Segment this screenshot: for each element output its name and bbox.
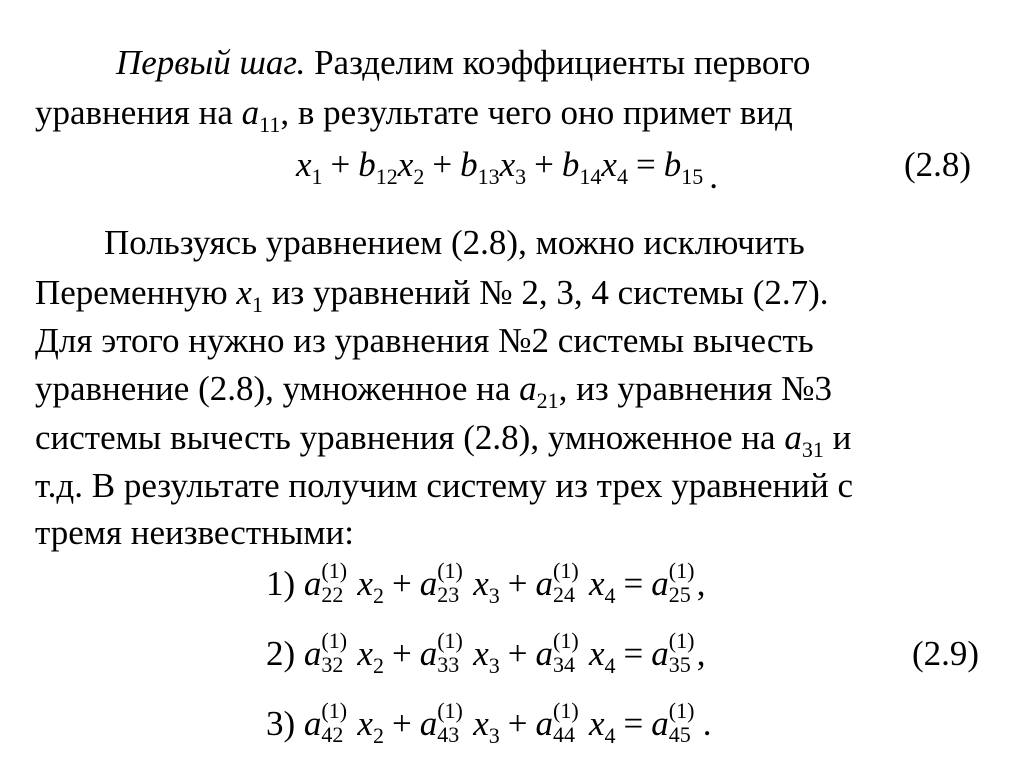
plus-sign: + — [507, 634, 528, 673]
para2-line1: Пользуясь уравнением (2.8), можно исключить — [104, 223, 805, 262]
equals-sign: = — [623, 704, 644, 743]
plus-sign: + — [391, 634, 412, 673]
coef-a44: a (1) 44 — [535, 698, 579, 747]
row-label: 2) — [266, 634, 296, 673]
var-b: b — [358, 145, 376, 184]
var-b: b — [561, 145, 580, 184]
var-x: x — [296, 145, 312, 184]
plus-sign: + — [534, 145, 554, 184]
coef-a34: a (1) 34 — [535, 628, 579, 677]
subscript: 3 — [488, 723, 500, 748]
para2-text: Переменную — [35, 273, 237, 312]
equation-number-2-9: (2.9) — [912, 634, 980, 673]
var-x: x — [499, 145, 516, 184]
para2-text: системы вычесть уравнения (2.8), умноженное на — [35, 418, 785, 457]
system-eq-3 — [266, 698, 712, 748]
subscript: 2 — [372, 723, 384, 748]
var-b: b — [460, 145, 478, 184]
subscript: 4 — [604, 723, 616, 748]
system-eq-1 — [266, 558, 706, 608]
plus-sign: + — [432, 145, 453, 184]
coef-a23: a (1) 23 — [419, 558, 463, 607]
coef-a25: a (1) 25 — [651, 558, 695, 607]
plus-sign: + — [330, 145, 351, 184]
para2-line6: т.д. В результате получим систему из трех уравнений с — [35, 466, 854, 505]
subscript: 31 — [801, 437, 824, 462]
subscript: 15 — [681, 164, 704, 189]
system-eq-2 — [266, 628, 706, 678]
var-a: a — [519, 369, 537, 408]
subscript: 2 — [413, 164, 425, 189]
para2-line7: тремя неизвестными: — [35, 513, 354, 552]
para1-line2 — [35, 91, 793, 135]
var-x: x — [589, 564, 605, 603]
subscript: 4 — [616, 164, 628, 189]
var-x: x — [589, 704, 605, 743]
para2-line5 — [35, 416, 851, 460]
subscript: 3 — [515, 164, 527, 189]
para1-text2b: , в результате чего оно примет вид — [280, 93, 793, 132]
var-x: x — [397, 145, 414, 184]
subscript: 12 — [375, 164, 398, 189]
var-x: x — [473, 704, 489, 743]
equals-sign: = — [623, 564, 644, 603]
var-x: x — [473, 564, 489, 603]
coef-a: a — [241, 93, 260, 132]
para1-text2a: уравнения на — [35, 93, 242, 132]
plus-sign: + — [507, 564, 528, 603]
var-a: a — [784, 418, 802, 457]
var-x: x — [236, 273, 252, 312]
first-step-heading: Первый шаг. — [116, 43, 306, 82]
period: . — [709, 157, 718, 196]
var-x: x — [601, 145, 617, 184]
comma: , — [696, 634, 706, 673]
subscript: 4 — [604, 653, 616, 678]
subscript: 21 — [536, 388, 559, 413]
subscript: 1 — [251, 292, 263, 317]
subscript: 2 — [372, 583, 384, 608]
var-x: x — [357, 634, 373, 673]
var-b: b — [663, 145, 682, 184]
coef-a22: a (1) 22 — [303, 558, 348, 607]
coef-a35: a (1) 35 — [651, 628, 695, 677]
coef-a33: a (1) 33 — [419, 628, 463, 677]
para2-text: и — [823, 418, 852, 457]
coef-a45: a (1) 45 — [651, 698, 695, 747]
equals-sign: = — [623, 634, 644, 673]
para2-line4 — [35, 367, 832, 411]
period: . — [702, 704, 712, 743]
plus-sign: + — [507, 704, 528, 743]
row-label: 3) — [266, 704, 296, 743]
coef-a32: a (1) 32 — [303, 628, 348, 677]
subscript: 3 — [488, 653, 500, 678]
para2-line2 — [35, 271, 829, 315]
var-x: x — [589, 634, 605, 673]
coef-a42: a (1) 42 — [303, 698, 348, 747]
equation-number-2-8: (2.8) — [904, 145, 972, 184]
subscript: 4 — [604, 583, 616, 608]
subscript: 1 — [311, 164, 323, 189]
plus-sign: + — [391, 704, 412, 743]
coef-a43: a (1) 43 — [419, 698, 463, 747]
subscript: 14 — [579, 164, 602, 189]
equals-sign: = — [635, 145, 656, 184]
var-x: x — [473, 634, 489, 673]
para2-line3: Для этого нужно из уравнения №2 системы вычесть — [35, 321, 814, 360]
para2-text: уравнение (2.8), умноженное на — [35, 369, 520, 408]
row-label: 1) — [266, 564, 296, 603]
comma: , — [696, 564, 706, 603]
para1-text1: Разделим коэффициенты первого — [305, 43, 811, 82]
var-x: x — [357, 564, 373, 603]
var-x: x — [357, 704, 373, 743]
coef-a24: a (1) 24 — [535, 558, 579, 607]
subscript: 13 — [477, 164, 500, 189]
para2-text: из уравнений № 2, 3, 4 системы (2.7). — [262, 273, 829, 312]
subscript: 2 — [372, 653, 384, 678]
subscript: 3 — [488, 583, 500, 608]
para1-line1 — [116, 41, 810, 85]
plus-sign: + — [391, 564, 412, 603]
coef-a-subscript: 11 — [259, 112, 281, 137]
equation-2-8 — [296, 143, 718, 196]
para2-text: , из уравнения №3 — [558, 369, 832, 408]
